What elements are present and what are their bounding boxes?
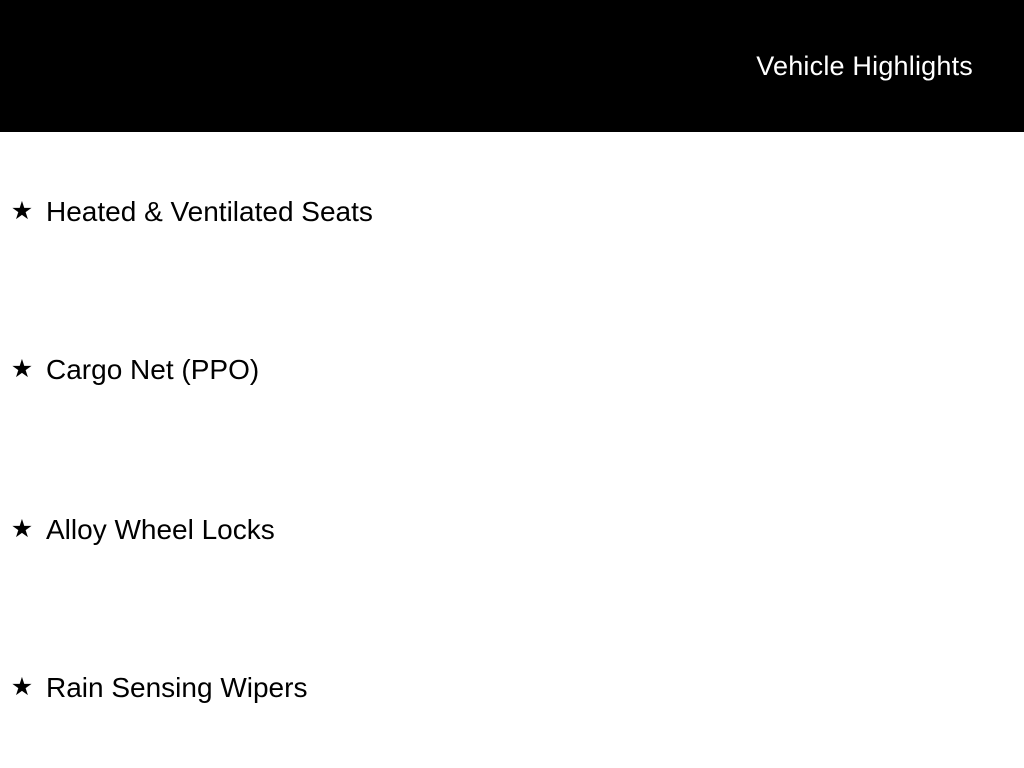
list-item [10, 513, 275, 547]
highlight-label: Rain Sensing Wipers [46, 672, 308, 703]
star-icon: ★ [10, 355, 34, 383]
header-bar [0, 0, 1024, 132]
highlight-label: Cargo Net (PPO) [46, 354, 260, 385]
star-icon: ★ [10, 673, 34, 701]
highlight-label: Alloy Wheel Locks [46, 514, 275, 545]
list-item [10, 671, 307, 705]
highlight-label: Heated & Ventilated Seats [46, 196, 373, 227]
star-icon: ★ [10, 197, 34, 225]
list-item [10, 195, 373, 229]
page-title: Vehicle Highlights [756, 50, 973, 81]
star-icon: ★ [10, 515, 34, 543]
list-item [10, 353, 259, 387]
